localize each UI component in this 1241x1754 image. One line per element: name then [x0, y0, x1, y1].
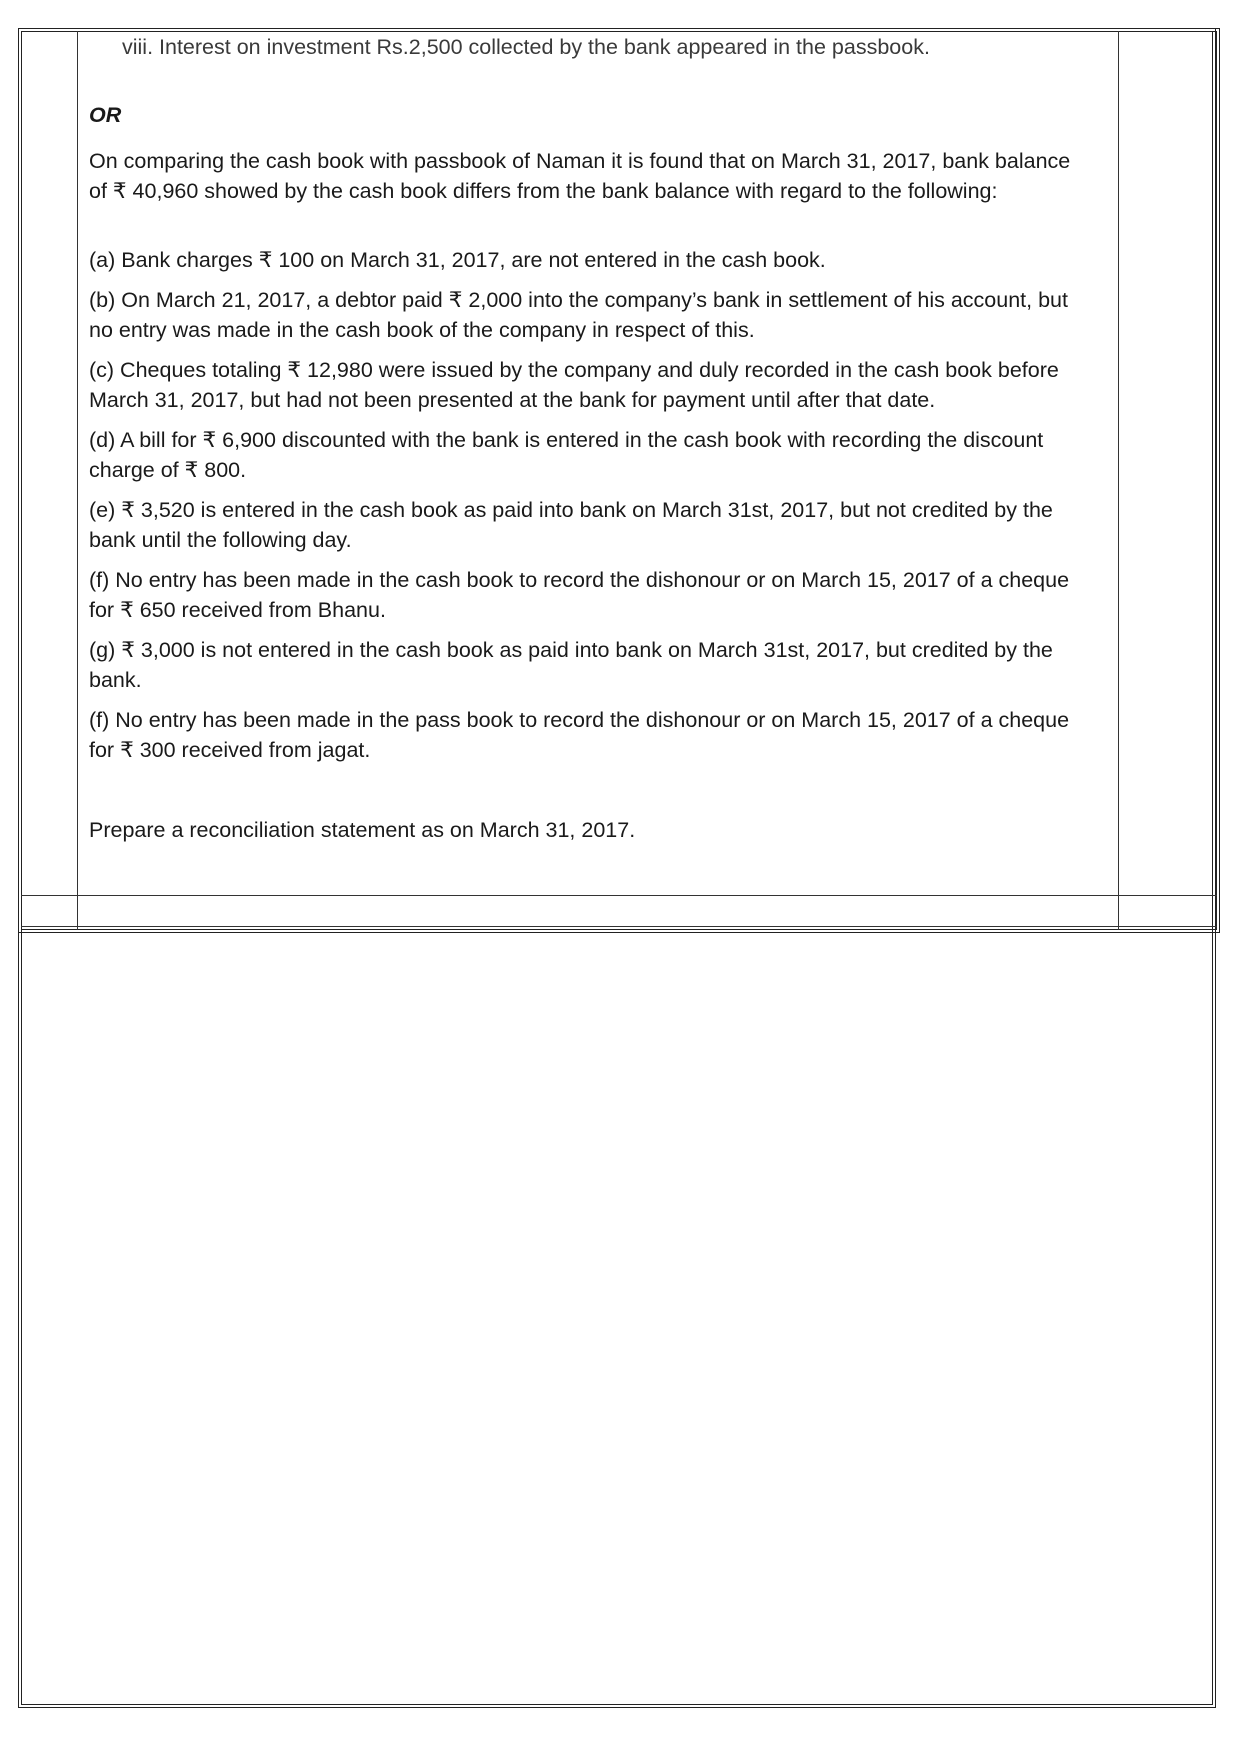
- question-instruction: Prepare a reconciliation statement as on March 31, 2017.: [89, 818, 636, 842]
- item-b: (b) On March 21, 2017, a debtor paid ₹ 2,000 into the company’s bank in settlement of his account, but no entry was made in the cash book of the company in respect of this.: [89, 288, 1068, 342]
- question-intro: On comparing the cash book with passbook of Naman it is found that on March 31, 2017, bank balance of ₹ 40,960 showed by the cash book differs from the bank balance with regard to the following:: [89, 149, 1071, 203]
- table-bottom-line: [21, 926, 1217, 927]
- item-a: (a) Bank charges ₹ 100 on March 31, 2017, are not entered in the cash book.: [89, 248, 826, 272]
- item-e: (e) ₹ 3,520 is entered in the cash book as paid into bank on March 31st, 2017, but not credited by the bank until the following day.: [89, 498, 1053, 552]
- item-f: (f) No entry has been made in the cash book to record the dishonour or on March 15, 2017 of a cheque for ₹ 650 received from Bhanu.: [89, 568, 1070, 622]
- or-label: OR: [89, 103, 122, 127]
- item-c: (c) Cheques totaling ₹ 12,980 were issued by the company and duly recorded in the cash book before March 31, 2017, but had not been presented at the bank for payment until after that date.: [89, 358, 1059, 412]
- table-row-divider: [21, 895, 1217, 896]
- table-col-divider-left: [77, 31, 78, 930]
- item-f2: (f) No entry has been made in the pass book to record the dishonour or on March 15, 2017 of a cheque for ₹ 300 received from jagat.: [89, 708, 1070, 762]
- table-col-divider-right: [1118, 31, 1119, 930]
- question-top-item: viii. Interest on investment Rs.2,500 collected by the bank appeared in the passbook.: [122, 35, 930, 59]
- item-d: (d) A bill for ₹ 6,900 discounted with the bank is entered in the cash book with recording the discount charge of ₹ 800.: [89, 428, 1044, 482]
- item-g: (g) ₹ 3,000 is not entered in the cash book as paid into bank on March 31st, 2017, but credited by the bank.: [89, 638, 1053, 692]
